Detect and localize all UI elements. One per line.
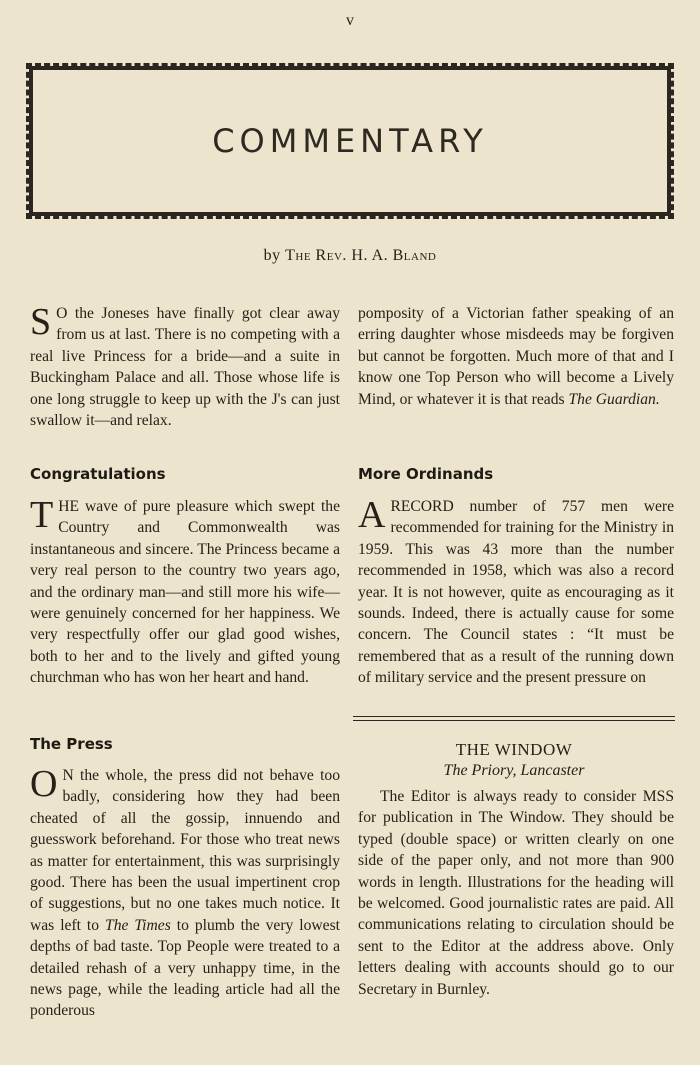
press-drop-cap: O [30, 763, 58, 805]
press-text-b: to plumb the very lowest depths of bad taste. Top People were treated to a detailed rehash of a very unhappy time, in the news page, while the leading article had all the ponderous [30, 916, 340, 1020]
intro-text: O the Joneses have finally got clear away from us at last. There is no competing with a real live Princess for a bride—and a suite in Buckingham Palace and all. Those whose life is one long struggle to keep up with the J's can just swallow it—and relax. [30, 305, 340, 430]
window-paragraph [358, 786, 674, 1000]
press-text-a: N the whole, the press did not behave too badly, considering how they had been cheated of all the gossip, innuendo and guesswork beforehand. For those who treat news as matter for entertainment, this was surprisingly good. There has been the usual impertinent crop of suggestions, but no one takes much notice. It was left to [30, 767, 340, 934]
heading-the-press: The Press [30, 735, 113, 753]
window-title: THE WINDOW [455, 740, 573, 759]
window-subtitle: The Priory, Lancaster [443, 762, 585, 779]
window-text: The Editor is always ready to consider MSS for publication in The Window. They should be typed (double space) or written clearly on one side of the paper only, and not more than 900 words in length. Illustrations for the heading will be welcomed. Good journalistic rates are paid. All communications relating to circulation should be sent to the Editor at the address above. Only letters dealing with accounts should go to our Secretary in Burnley. [358, 788, 674, 998]
intro-drop-cap: S [30, 301, 52, 343]
ordinands-paragraph [358, 496, 674, 689]
divider-rule-bottom [353, 720, 675, 721]
heading-more-ordinands: More Ordinands [358, 465, 494, 483]
congratulations-paragraph [30, 496, 340, 689]
divider-rule-top [353, 716, 675, 717]
byline-prefix: by [263, 247, 281, 264]
page-title: COMMENTARY [212, 122, 488, 160]
heading-congratulations: Congratulations [30, 465, 166, 483]
byline [0, 247, 700, 265]
congratulations-drop-cap: T [30, 494, 54, 536]
intro-paragraph [30, 303, 340, 431]
ordinands-text: RECORD number of 757 men were recommended for training for the Ministry in 1959. This was 43 more than the number recommended in 1958, which was also a record year. It is not however, quite as encouraging as it sounds. Indeed, there is actually cause for some concern. The Council states : “It must be remembered that as a result of the running down of military service and the present pressure on [358, 498, 674, 687]
press-paragraph [30, 765, 340, 1022]
ordinands-drop-cap: A [358, 494, 386, 536]
title-frame [26, 63, 674, 219]
press-times: The Times [105, 916, 171, 934]
press-continued-paragraph [358, 303, 674, 410]
byline-author: The Rev. H. A. Bland [285, 247, 437, 264]
press-guardian: The Guardian. [568, 390, 660, 408]
congratulations-text: HE wave of pure pleasure which swept the Country and Commonwealth was instantaneous and sincere. The Princess became a very real person to the country two years ago, and the ordinary man—and still more his wife—were genuinely concerned for her happiness. We very respectfully offer our glad good wishes, both to her and to the lively and gifted young churchman who has won her heart and hand. [30, 498, 340, 687]
press-continued-text: pomposity of a Victorian father speaking of an erring daughter whose misdeeds may be forgiven but cannot be forgotten. Much more of that and I know one Top Person who will become a Lively Mind, or whatever it is that reads [358, 305, 674, 408]
page-number: v [346, 12, 354, 29]
